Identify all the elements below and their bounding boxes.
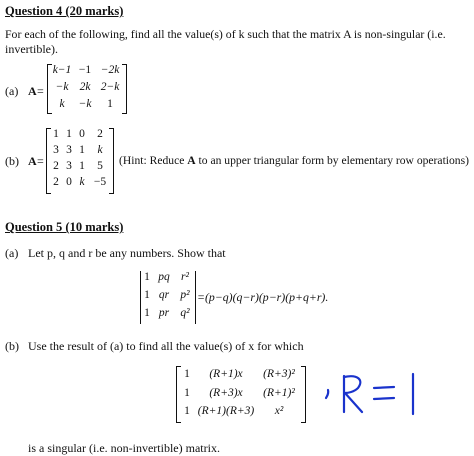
q4-heading: Question 4 (20 marks) <box>5 4 124 18</box>
hint-prefix: (Hint: Reduce <box>119 154 185 167</box>
hint-matrix-symbol: A <box>187 154 196 167</box>
matrix-cell: 0 <box>66 176 72 188</box>
q4b-hint <box>119 154 469 167</box>
q5b-text: Use the result of (a) to find all the value(s) of x for which <box>28 339 304 353</box>
q4-prompt-line1: For each of the following, find all the value(s) of k such that the matrix A is non-singular (i.e. <box>5 27 446 41</box>
matrix-cell: k <box>97 144 103 156</box>
matrix-cell: 5 <box>97 160 103 172</box>
q4b-matrix-symbol: A <box>28 154 37 168</box>
det-cell: qr <box>158 289 170 301</box>
matrix-cell: 3 <box>53 144 59 156</box>
matrix-cell: −k <box>78 98 92 110</box>
matrix-cell: x² <box>274 405 284 417</box>
matrix-cell: 1 <box>107 98 113 110</box>
matrix-cell: 2 <box>53 176 59 188</box>
matrix-cell: (R+1)x <box>209 368 243 380</box>
matrix-cell: (R+3)x <box>209 387 243 399</box>
det-cell: pr <box>158 307 170 319</box>
matrix-cell: 1 <box>79 160 85 172</box>
matrix-cell: −5 <box>93 176 107 188</box>
matrix-cell: 1 <box>66 128 72 140</box>
det-cell: q² <box>180 307 190 319</box>
q5b-closing: is a singular (i.e. non-invertible) matrix. <box>28 441 220 455</box>
hint-suffix: to an upper triangular form by elementary row operations) <box>198 154 469 167</box>
q4-prompt-line2: invertible). <box>5 42 58 56</box>
det-cell: 1 <box>144 271 150 283</box>
det-cell: 1 <box>144 289 150 301</box>
matrix-cell: −2k <box>100 64 120 76</box>
q4b-equals: = <box>37 154 44 168</box>
q4b-matrix <box>46 128 114 194</box>
q4a-matrix-symbol: A <box>28 84 37 98</box>
matrix-cell: (R+1)² <box>263 387 295 399</box>
matrix-cell: 2 <box>53 160 59 172</box>
det-cell: 1 <box>144 307 150 319</box>
matrix-cell: 2−k <box>100 81 120 93</box>
q5a-label: (a) <box>5 246 19 260</box>
q5a-determinant <box>140 271 196 324</box>
matrix-cell: k <box>79 176 85 188</box>
q5-heading: Question 5 (10 marks) <box>5 220 124 234</box>
matrix-cell: −k <box>55 81 69 93</box>
q4a-label: (a) <box>5 84 19 98</box>
q5b-matrix <box>176 366 306 423</box>
det-cell: p² <box>180 289 190 301</box>
q5a-text: Let p, q and r be any numbers. Show that <box>28 246 226 260</box>
matrix-cell: 1 <box>53 128 59 140</box>
matrix-cell: k <box>59 98 65 110</box>
matrix-cell: (R+1)(R+3) <box>197 405 255 417</box>
matrix-cell: 1 <box>184 387 190 399</box>
matrix-cell: 3 <box>66 160 72 172</box>
matrix-cell: 1 <box>184 405 190 417</box>
matrix-cell: 2 <box>97 128 103 140</box>
q4a-equals: = <box>37 84 44 98</box>
matrix-cell: 1 <box>184 368 190 380</box>
matrix-cell: 3 <box>66 144 72 156</box>
det-cell: r² <box>181 271 189 283</box>
matrix-cell: 0 <box>79 128 85 140</box>
matrix-cell: 1 <box>79 144 85 156</box>
q4b-label: (b) <box>5 154 19 168</box>
q5a-det-rhs: =(p−q)(q−r)(p−r)(p+q+r). <box>197 290 329 304</box>
q5b-label: (b) <box>5 339 19 353</box>
matrix-cell: 2k <box>79 81 91 93</box>
handwritten-note <box>318 366 428 418</box>
det-cell: pq <box>158 271 170 283</box>
matrix-cell: k−1 <box>52 64 72 76</box>
matrix-cell: (R+3)² <box>263 368 295 380</box>
q4a-matrix <box>47 64 127 114</box>
matrix-cell: −1 <box>78 64 92 76</box>
